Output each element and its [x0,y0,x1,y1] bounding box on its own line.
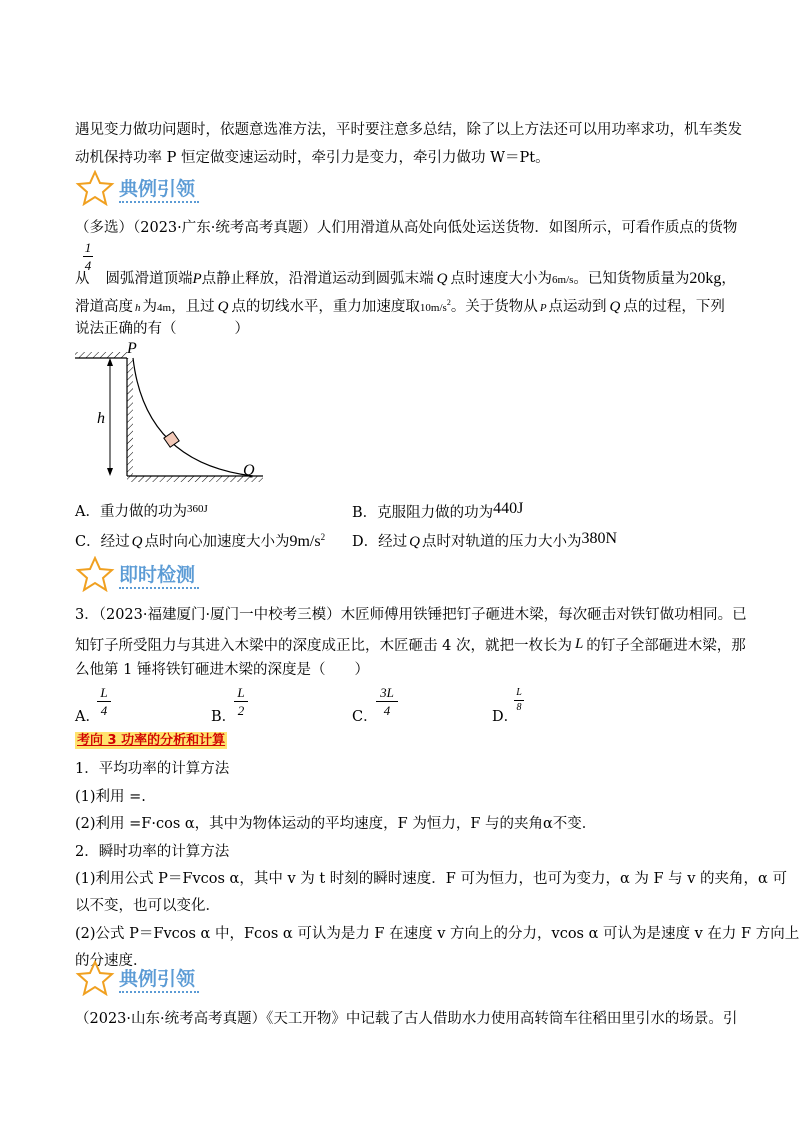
q3-option-B-fraction [234,685,248,718]
text-tangent: ，且过 [171,299,215,315]
wall-hatch [127,358,133,476]
section-line-5: (1)利用公式 P＝Fvcos α，其中 v 为 t 时刻的瞬时速度．F 可为恒力，也可为变力，α 为 F 与 v 的夹角，α 可 [75,871,787,887]
fraction-denominator: 4 [84,258,92,273]
figure-label-h: h [97,410,105,427]
option-D-label-a: D．经过 [352,534,408,550]
value-mass: 20kg [689,270,722,287]
q3-var-L: L [574,636,584,652]
star-icon [75,556,115,592]
fraction-bar [83,256,93,257]
q3-option-A-num: L [100,685,108,700]
value-height: 4m [157,302,172,314]
example1-line-2 [75,267,736,288]
example2-banner-title: 典例引领 [119,968,196,990]
point-P-2: P [539,302,547,314]
text-to: 点运动到 [548,299,607,315]
text-arc-top: 圆弧滑道顶端 [105,271,193,287]
example-banner-title: 典例引领 [119,178,196,200]
text-gravity: 点的切线水平，重力加速度取 [231,299,420,315]
q3-option-C-label: C． [352,709,378,725]
option-B [352,500,523,522]
text-about: 。关于货物从 [450,299,538,315]
example1-line-3 [75,295,725,316]
option-D-label-b: 点时对轨道的压力大小为 [421,534,582,550]
q3-option-C-num: 3L [380,685,394,700]
option-C-Q: Q [131,534,143,550]
figure-label-P: P [127,340,137,357]
value-g-exp: 2 [446,298,451,308]
option-A-label: A．重力做的功为 [75,504,187,520]
option-C-label-b: 点时向心加速度大小为 [144,534,290,550]
section-line-7: (2)公式 P＝Fvcos α 中，Fcos α 可认为是力 F 在速度 v 方向上的分力，vcos α 可认为是速度 v 在力 F 方向上 [75,926,800,942]
text-from: 从 [75,271,90,287]
option-C-exp: 2 [320,532,326,543]
point-Q: Q [436,271,448,287]
section-line-6: 以不变，也可以变化． [75,898,220,914]
q3-option-C-fraction [376,685,398,718]
text-mass: 。已知货物质量为 [573,271,690,287]
cargo-block [164,432,179,447]
point-Q-3: Q [609,299,621,315]
check-banner-title: 即时检测 [119,564,196,586]
text-release: 点静止释放，沿滑道运动到圆弧末端 [201,271,434,287]
text-is: 为 [142,299,157,315]
q3-option-C-den: 4 [383,703,391,718]
fraction-numerator: 1 [84,240,92,255]
example1-line-1: （多选）（2023·广东·统考高考真题）人们用滑道从高处向低处运送货物．如图所示，可看作质点的货物 [75,220,738,236]
q3-option-A-fraction [97,685,111,718]
section-line-3: (2)利用 =F·cos α，其中为物体运动的平均速度，F 为恒力，F 与的夹角α不变． [75,816,597,832]
intro-line-2: 动机保持功率 P 恒定做变速运动时，牵引力是变力，牵引力做功 W＝Pt。 [75,150,550,166]
q3-text-a: 知钉子所受阻力与其进入木梁中的深度成正比，木匠砸击 4 次，就把一枚长为 [75,638,572,654]
section-heading [75,732,227,749]
star-icon [75,960,115,996]
banner-divider [119,201,199,205]
var-h: h [135,302,141,314]
section-title: 功率的分析和计算 [121,733,226,748]
q3-option-B-label: B． [211,709,237,725]
q3-line-1: 3．（2023·福建厦门·厦门一中校考三模）木匠师傅用铁锤把钉子砸进木梁，每次砸击对铁钉做功相同。已 [75,607,747,623]
value-speed: 6m/s [552,274,574,286]
banner-divider [119,991,199,995]
option-C [75,530,325,551]
value-g: 10m/s [419,302,447,314]
option-D-value: 380N [581,530,618,547]
option-C-value: 9m/s [289,533,321,550]
option-D [352,530,617,551]
q3-option-D-label: D． [492,709,519,725]
q3-option-A-label: A． [75,709,100,725]
section-line-1: 1．平均功率的计算方法 [75,761,230,777]
point-P: P [192,271,202,287]
q3-option-D-den: 8 [516,702,522,713]
option-A-value: 360J [186,503,208,515]
q3-option-B-den: 2 [237,703,245,718]
q3-line-3: 么他第 1 锤将铁钉砸进木梁的深度是（ ） [75,662,369,678]
option-B-label: B．克服阻力做的功为 [352,505,494,521]
text-height: 滑道高度 [75,299,133,315]
section-line-2: (1)利用 =. [75,789,146,805]
option-C-label-a: C．经过 [75,534,130,550]
option-A [75,500,208,521]
option-D-Q: Q [409,534,420,550]
q3-line-2 [75,634,746,655]
section-tag: 考向 3 [77,733,117,748]
example-banner [75,170,735,208]
banner-divider [119,587,199,591]
q3-option-D-fraction [514,687,524,714]
example2-banner [75,960,735,998]
text-comma: ， [721,271,736,287]
q3-text-b: 的钉子全部砸进木梁，那 [586,638,746,654]
arc-track [133,358,253,476]
top-ledge-hatch [75,352,127,358]
intro-line-1: 遇见变力做功问题时，依题意选准方法，平时要注意多总结，除了以上方法还可以用功率求功，机车类发 [75,122,742,138]
example2-line-1: （2023·山东·统考高考真题）《天工开物》中记载了古人借助水力使用高转筒车往稻田里引水的场景。引 [75,1011,738,1027]
q3-option-D-num: L [516,687,522,698]
text-speed: 点时速度大小为 [450,271,553,287]
figure-label-Q: Q [243,462,255,479]
check-banner [75,556,735,594]
star-icon [75,170,115,206]
q3-option-B-num: L [237,685,245,700]
text-process: 点的过程，下列 [623,299,725,315]
point-Q-2: Q [217,299,229,315]
example1-line-4: 说法正确的有（ ） [75,321,249,337]
option-B-value: 440J [493,500,524,517]
section-line-4: 2．瞬时功率的计算方法 [75,844,230,860]
q3-option-A-den: 4 [100,703,108,718]
section-line-8: 的分速度． [75,953,148,969]
